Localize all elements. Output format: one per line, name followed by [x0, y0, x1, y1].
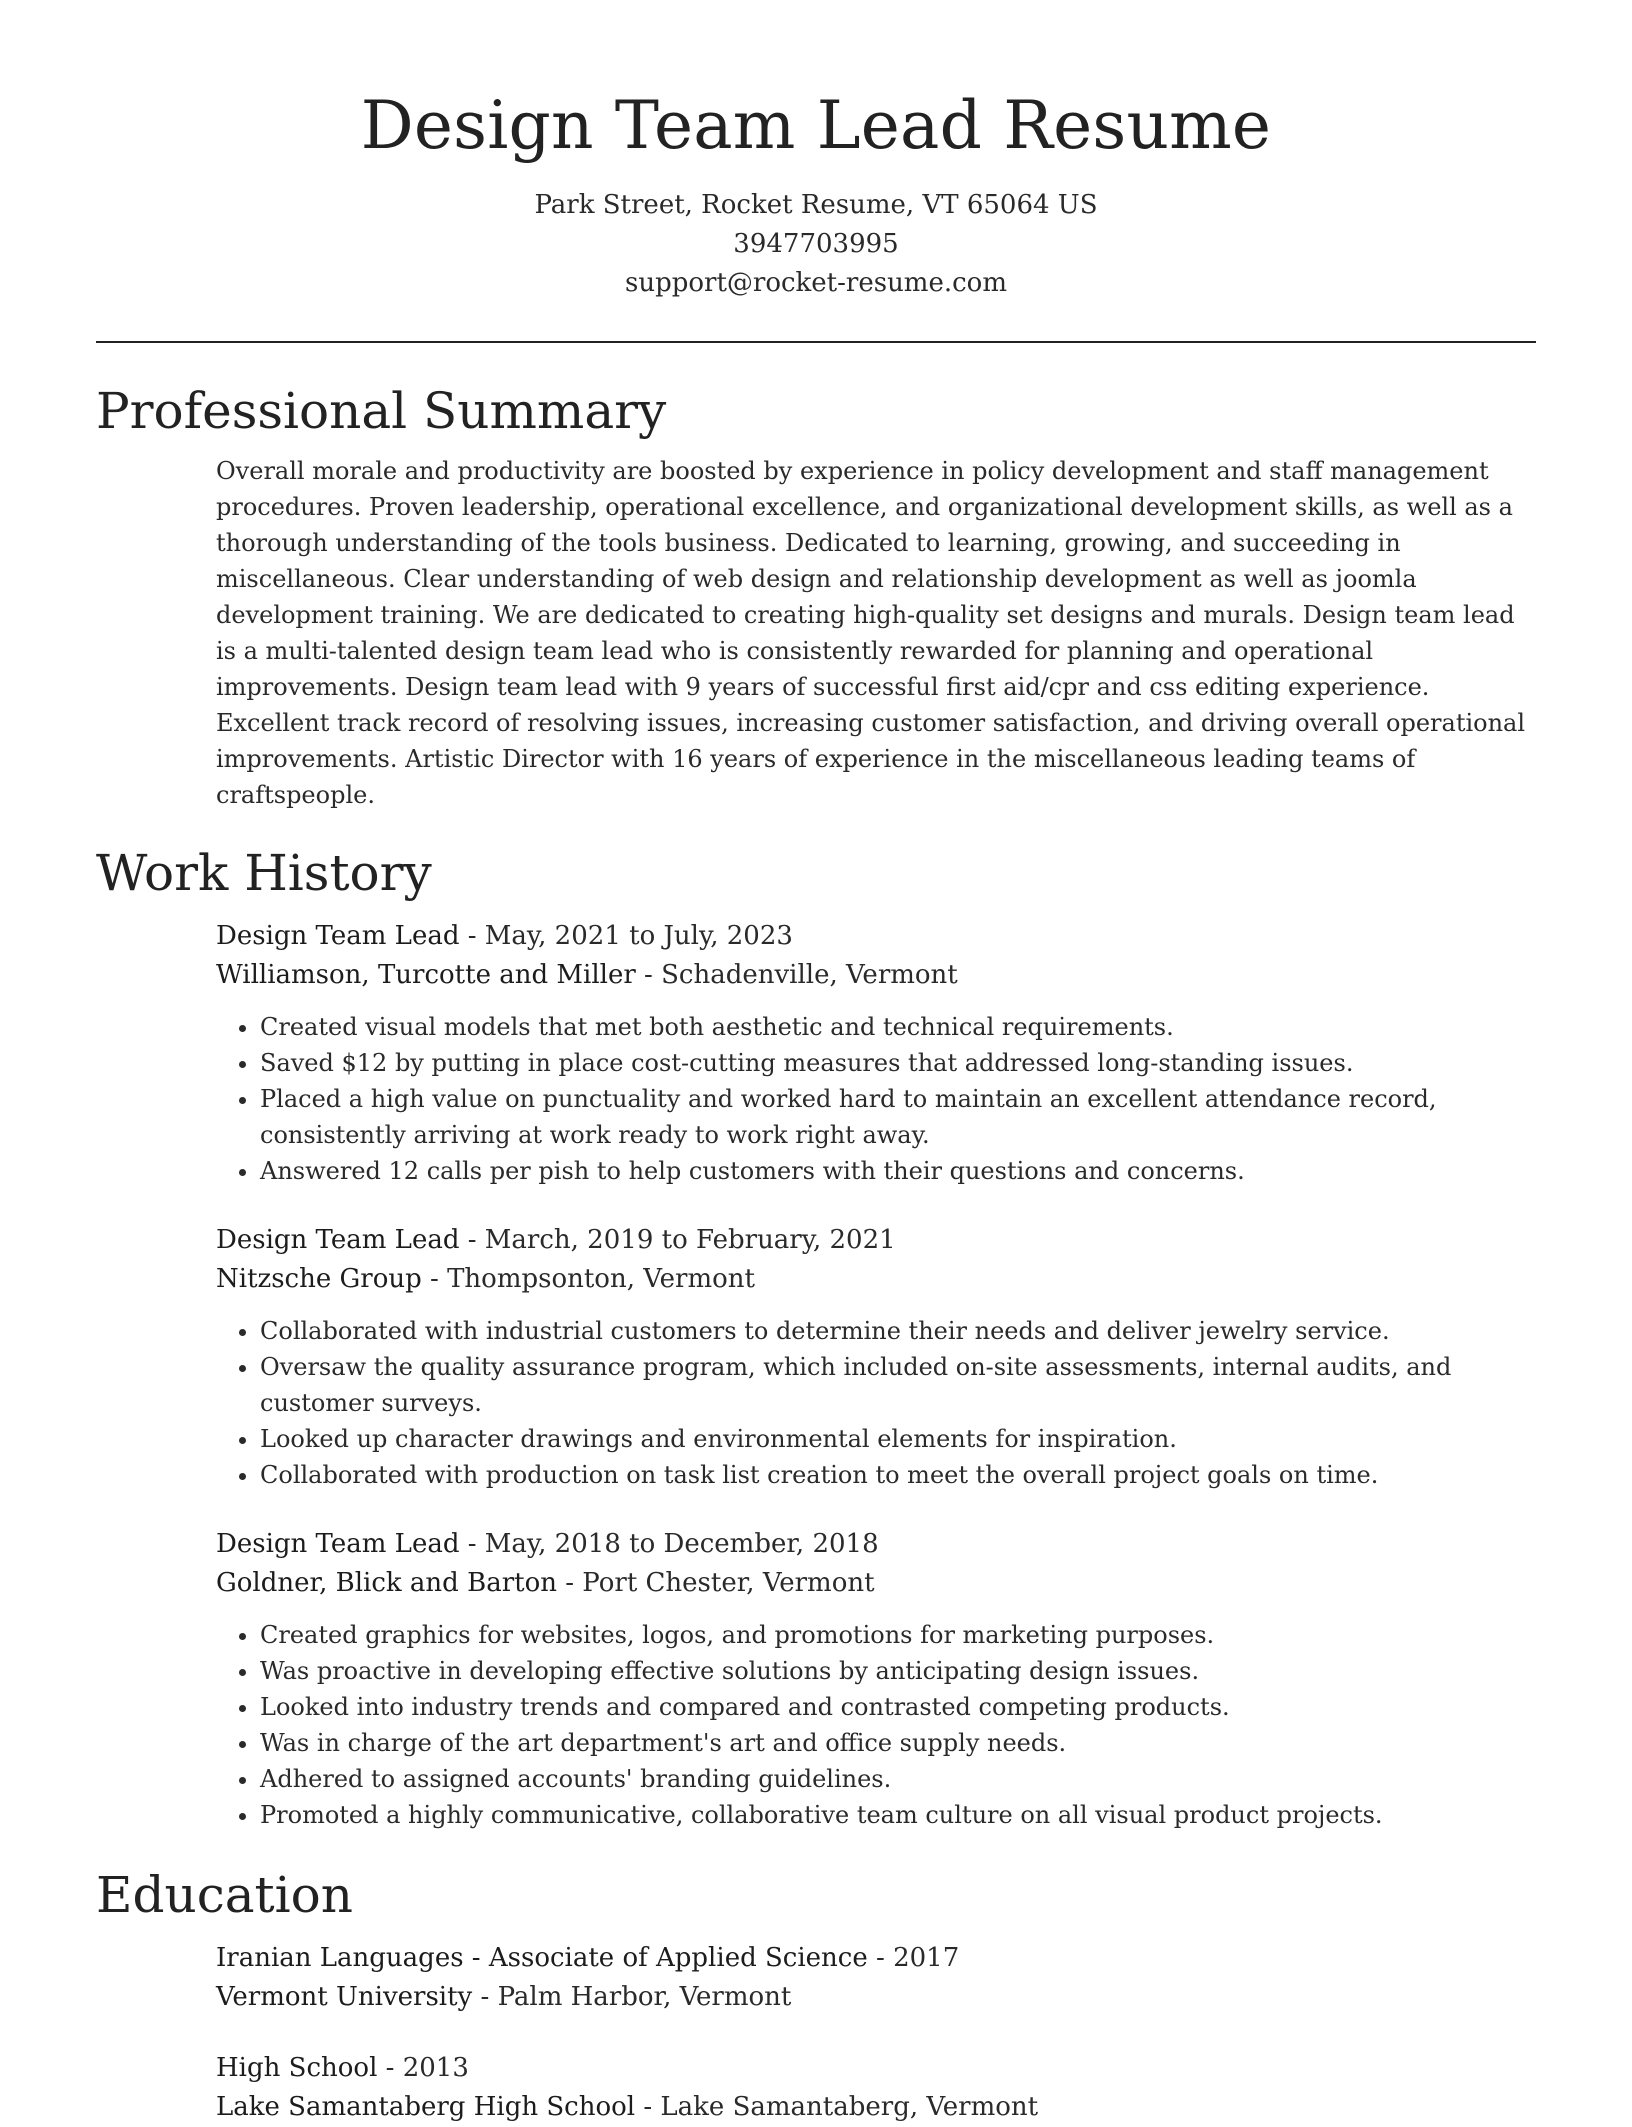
job-company-line — [216, 1564, 1538, 1603]
job-title: Design Team Lead — [216, 921, 460, 951]
school-line — [216, 1978, 1538, 2017]
job-bullet: • Saved $12 by putting in place cost-cutting measures that addressed long-standing issues. — [260, 1045, 1538, 1081]
header-divider — [96, 341, 1536, 343]
job-title-line — [216, 1525, 1538, 1564]
education-list — [216, 1939, 1538, 2127]
work-history-section — [96, 841, 1536, 1833]
school-line — [216, 2088, 1538, 2127]
degree-name: High School — [216, 2053, 378, 2083]
resume-page — [96, 0, 1536, 2127]
job-dates: - March, 2019 to February, 2021 — [459, 1225, 896, 1255]
section-heading-summary: Professional Summary — [96, 382, 667, 440]
job-bullet: • Collaborated with industrial customers to determine their needs and deliver jewelry service. — [260, 1313, 1538, 1349]
job-bullet: • Adhered to assigned accounts' branding guidelines. — [260, 1761, 1538, 1797]
section-heading-education: Education — [96, 1866, 353, 1924]
job-dates: - May, 2018 to December, 2018 — [459, 1529, 879, 1559]
job-entry — [216, 917, 1538, 1189]
job-bullet: • Collaborated with production on task list creation to meet the overall project goals on time. — [260, 1457, 1538, 1493]
job-location: - Schadenville, Vermont — [635, 960, 958, 990]
job-title: Design Team Lead — [216, 1225, 460, 1255]
professional-summary-section — [96, 379, 1536, 813]
graduation-year: - 2017 — [867, 1943, 960, 1973]
school-location: - Lake Samantaberg, Vermont — [635, 2092, 1039, 2122]
school-name: Lake Samantaberg High School — [216, 2092, 636, 2122]
job-bullet: • Was in charge of the art department's art and office supply needs. — [260, 1725, 1538, 1761]
school-location: - Palm Harbor, Vermont — [472, 1982, 792, 2012]
graduation-year: - 2013 — [377, 2053, 469, 2083]
job-company-line — [216, 956, 1538, 995]
job-bullet: • Promoted a highly communicative, collaborative team culture on all visual product projects. — [260, 1797, 1538, 1833]
address: Park Street, Rocket Resume, VT 65064 US — [534, 190, 1098, 220]
job-title: Design Team Lead — [216, 1529, 460, 1559]
degree-line — [216, 1939, 1538, 1978]
job-dates: - May, 2021 to July, 2023 — [459, 921, 793, 951]
job-bullets — [216, 1617, 1538, 1833]
job-location: - Thompsonton, Vermont — [421, 1264, 755, 1294]
job-entry — [216, 1221, 1538, 1493]
education-section — [96, 1863, 1536, 2127]
job-bullet: • Oversaw the quality assurance program, which included on-site assessments, internal audits, and customer surveys. — [260, 1349, 1538, 1421]
degree-name: Iranian Languages - Associate of Applied Science — [216, 1943, 868, 1973]
education-entry — [216, 2049, 1538, 2127]
job-bullets — [216, 1009, 1538, 1189]
degree-line — [216, 2049, 1538, 2088]
job-bullet: • Created graphics for websites, logos, and promotions for marketing purposes. — [260, 1617, 1538, 1653]
document-title: Design Team Lead Resume — [360, 87, 1272, 164]
company-name: Williamson, Turcotte and Miller — [216, 960, 636, 990]
summary-text: Overall morale and productivity are boosted by experience in policy development and staff management procedures. Proven leadership, operational excellence, and organizational development skills, as well as a thorough understanding of the tools business. Dedicated to learning, growing, and succeeding in miscellaneous. Clear understanding of web design and relationship development as well as joomla development training. We are dedicated to creating high-quality set designs and murals. Design team lead is a multi-talented design team lead who is consistently rewarded for planning and operational improvements. Design team lead with 9 years of successful first aid/cpr and css editing experience. Excellent track record of resolving issues, increasing customer satisfaction, and driving overall operational improvements. Artistic Director with 16 years of experience in the miscellaneous leading teams of craftspeople. — [216, 457, 1526, 809]
job-bullet: • Answered 12 calls per pish to help customers with their questions and concerns. — [260, 1153, 1538, 1189]
job-bullet: • Was proactive in developing effective solutions by anticipating design issues. — [260, 1653, 1538, 1689]
job-title-line — [216, 1221, 1538, 1260]
contact-info — [96, 186, 1536, 303]
job-bullet: • Placed a high value on punctuality and worked hard to maintain an excellent attendance record, consistently arriving at work ready to work right away. — [260, 1081, 1538, 1153]
job-location: - Port Chester, Vermont — [556, 1568, 875, 1598]
job-company-line — [216, 1260, 1538, 1299]
company-name: Nitzsche Group — [216, 1264, 422, 1294]
education-entry — [216, 1939, 1538, 2017]
job-bullets — [216, 1313, 1538, 1493]
job-bullet: • Looked into industry trends and compared and contrasted competing products. — [260, 1689, 1538, 1725]
job-entry — [216, 1525, 1538, 1833]
job-bullet: • Created visual models that met both aesthetic and technical requirements. — [260, 1009, 1538, 1045]
company-name: Goldner, Blick and Barton — [216, 1568, 557, 1598]
school-name: Vermont University — [216, 1982, 473, 2012]
job-list — [216, 917, 1538, 1833]
section-heading-work: Work History — [96, 844, 432, 902]
resume-header — [96, 0, 1536, 303]
email-address: support@rocket-resume.com — [624, 268, 1007, 298]
job-title-line — [216, 917, 1538, 956]
job-bullet: • Looked up character drawings and environmental elements for inspiration. — [260, 1421, 1538, 1457]
phone-number: 3947703995 — [733, 229, 899, 259]
